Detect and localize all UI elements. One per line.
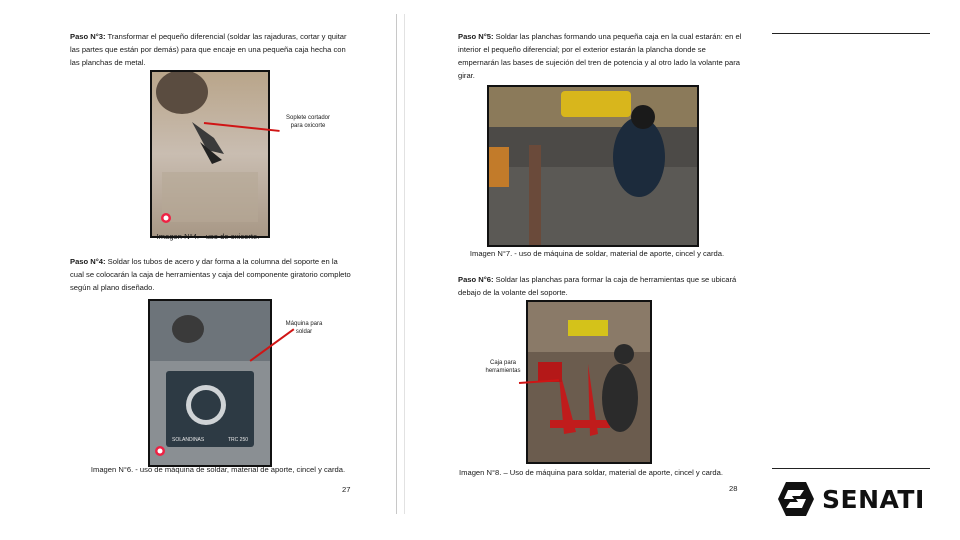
senati-logo <box>776 480 925 518</box>
welding-machine-label: SOLANDINAS <box>172 437 205 443</box>
step-3-paragraph <box>70 30 352 69</box>
page-number-28: 28 <box>729 484 738 493</box>
step-3-label: Paso N°3: <box>70 32 106 41</box>
page-divider-shadow <box>404 14 405 514</box>
step-6-label: Paso N°6: <box>458 275 494 284</box>
step-5-paragraph <box>458 30 742 82</box>
step-6-paragraph <box>458 273 742 299</box>
document-page-27 <box>58 14 394 514</box>
figure-7-caption: Imagen N°7. - uso de máquina de soldar, material de aporte, cincel y carda. <box>469 249 725 258</box>
step-4-text: Soldar los tubos de acero y dar forma a la columna del soporte en la cual se colocarán la caja de herramientas y caja del componente giratorio completo según al plano diseñado. <box>70 257 351 292</box>
toolbox-welding-photo-illustration <box>528 302 650 462</box>
figure-8-caption: Imagen N°8. – Uso de máquina para soldar, material de aporte, cincel y carda. <box>459 468 723 477</box>
figure-4-caption: Imagen N°4. - uso de oxicorte. <box>156 232 260 241</box>
figure-8-photo <box>526 300 652 464</box>
document-page-28 <box>407 14 752 514</box>
senati-logo-icon <box>776 480 816 518</box>
bottom-rule <box>772 468 930 469</box>
figure-4-photo <box>150 70 270 238</box>
step-4-paragraph <box>70 255 352 294</box>
page-divider <box>396 14 397 514</box>
figure-6-annotation: Máquina para soldar <box>285 321 323 335</box>
oxicorte-photo-illustration <box>152 72 268 236</box>
page-number-27: 27 <box>342 485 351 494</box>
welding-machine-model: TRC 250 <box>228 437 249 443</box>
step-5-label: Paso N°5: <box>458 32 494 41</box>
figure-6-caption: Imagen N°6. - uso de máquina de soldar, material de aporte, cincel y carda. <box>90 465 346 474</box>
welding-outdoor-photo-illustration <box>489 87 697 245</box>
step-4-label: Paso N°4: <box>70 257 106 266</box>
figure-4-annotation: Soplete cortador para oxicorte <box>285 115 331 129</box>
figure-8-annotation: Caja para herramientas <box>485 360 521 374</box>
step-3-text: Transformar el pequeño diferencial (soldar las rajaduras, cortar y quitar las partes que están por demás) para que encaje en una pequeña caja hecha con las planchas de metal. <box>70 32 347 67</box>
figure-6-photo <box>148 299 272 467</box>
step-5-text: Soldar las planchas formando una pequeña caja en la cual estarán: en el interior el pequeño diferencial; por el exterior estarán la plancha donde se empernarán las bases de sujeción del tren de potencia y al otro lado la volante para girar. <box>458 32 742 80</box>
senati-logo-text: SENATI <box>822 484 925 514</box>
step-6-text: Soldar las planchas para formar la caja de herramientas que se ubicará debajo de la volante del soporte. <box>458 275 737 297</box>
figure-7-photo <box>487 85 699 247</box>
welding-machine-photo-illustration <box>150 301 270 465</box>
top-rule <box>772 33 930 34</box>
